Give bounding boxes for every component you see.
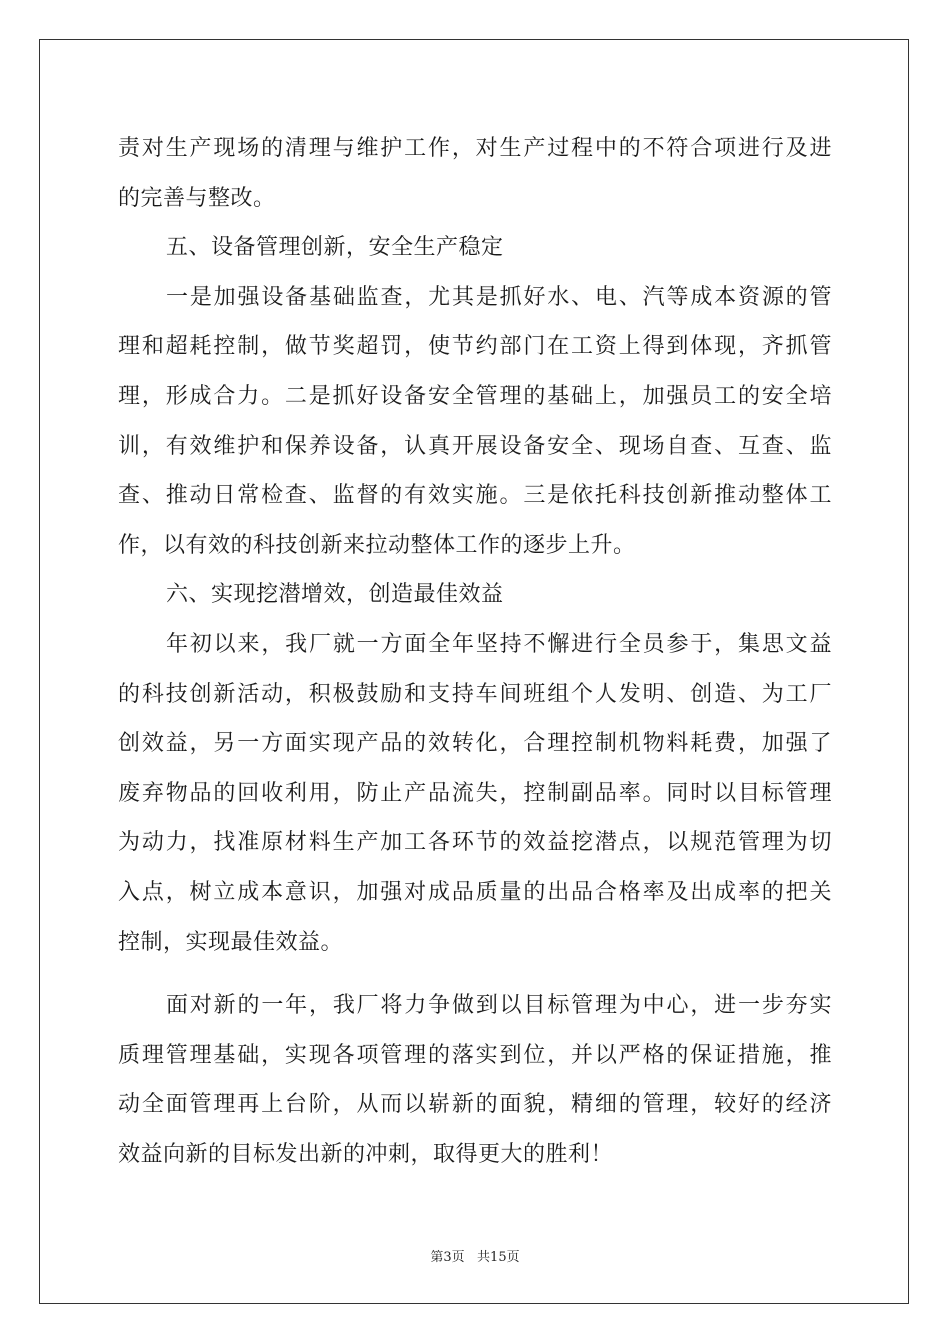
paragraph-line: 理，形成合力。二是抓好设备安全管理的基础上，加强员工的安全培 [118, 383, 832, 409]
paragraph-line: 入点，树立成本意识，加强对成品质量的出品合格率及出成率的把关 [118, 879, 832, 905]
paragraph-line: 责对生产现场的清理与维护工作，对生产过程中的不符合项进行及进 [118, 136, 832, 161]
paragraph-line: 作，以有效的科技创新来拉动整体工作的逐步上升。 [118, 532, 636, 558]
paragraph-line: 动全面管理再上台阶，从而以崭新的面貌，精细的管理，较好的经济 [118, 1092, 832, 1118]
paragraph-line: 的科技创新活动，积极鼓励和支持车间班组个人发明、创造、为工厂 [118, 681, 832, 707]
paragraph-line: 废弃物品的回收利用，防止产品流失，控制副品率。同时以目标管理 [118, 780, 832, 806]
page-number-footer: 第3页 共15页 [430, 1250, 520, 1265]
paragraph-gap [118, 967, 832, 981]
paragraph-line: 查、推动日常检查、监督的有效实施。三是依托科技创新推动整体工 [118, 483, 832, 509]
paragraph-line: 一是加强设备基础监查，尤其是抓好水、电、汽等成本资源的管 [166, 284, 832, 310]
paragraph-line: 控制，实现最佳效益。 [118, 929, 344, 955]
paragraph-line: 训，有效维护和保养设备，认真开展设备安全、现场自查、互查、监 [118, 433, 832, 459]
paragraph-line: 面对新的一年，我厂将力争做到以目标管理为中心，进一步夯实 [166, 993, 832, 1019]
paragraph-line: 创效益，另一方面实现产品的效转化，合理控制机物料耗费，加强了 [118, 731, 832, 757]
paragraph-line: 效益向新的目标发出新的冲刺，取得更大的胜利！ [118, 1141, 614, 1167]
paragraph-line: 年初以来，我厂就一方面全年坚持不懈进行全员参于，集思文益 [166, 631, 832, 657]
document-body [118, 124, 832, 1179]
section-heading: 六、实现挖潜增效，创造最佳效益 [166, 582, 504, 608]
paragraph-line: 质理管理基础，实现各项管理的落实到位，并以严格的保证措施，推 [118, 1042, 832, 1068]
paragraph-line: 理和超耗控制，做节奖超罚，使节约部门在工资上得到体现，齐抓管 [118, 334, 832, 360]
paragraph-line: 为动力，找准原材料生产加工各环节的效益挖潜点，以规范管理为切 [118, 830, 832, 856]
paragraph-line: 的完善与整改。 [118, 185, 276, 211]
section-heading: 五、设备管理创新，安全生产稳定 [166, 235, 504, 261]
